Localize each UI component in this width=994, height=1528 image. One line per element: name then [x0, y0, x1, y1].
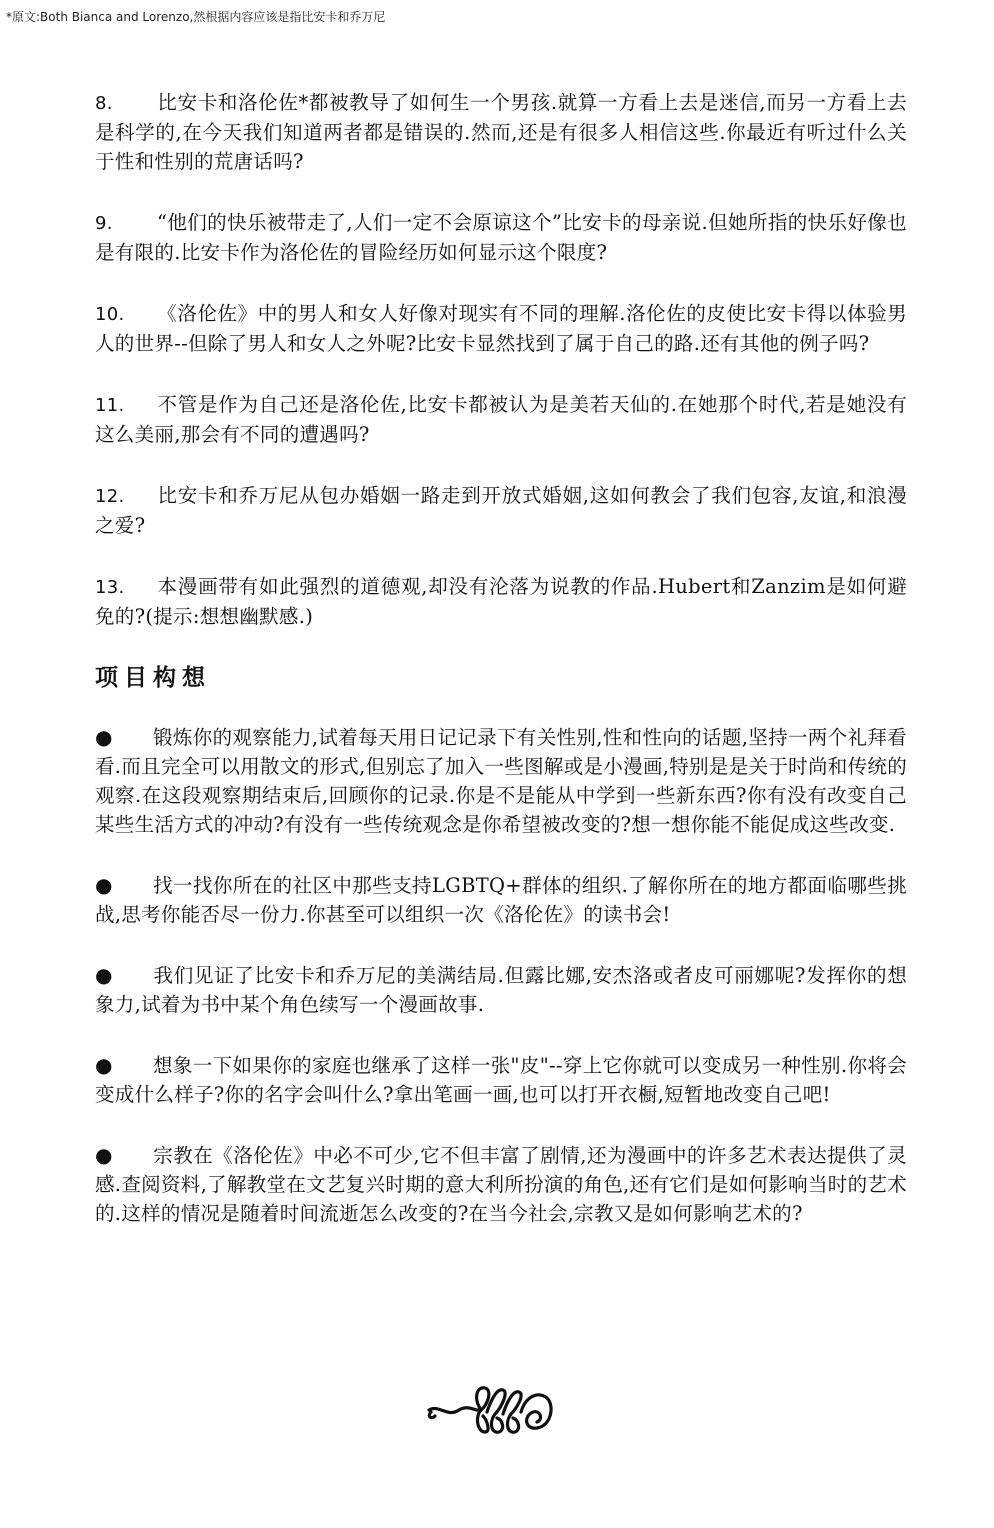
bullet-icon: ● [95, 725, 113, 749]
question-number: 10. [95, 304, 125, 325]
project-idea-text: 锻炼你的观察能力,试着每天用日记记录下有关性别,性和性向的话题,坚持一两个礼拜看看.而且完全可以用散文的形式,但别忘了加入一些图解或是小漫画,特别是是关于时尚和传统的观察.在这段观察期结束后,回顾你的记录.你是不是能从中学到一些新东西?你有没有改变自己某些生活方式的冲动?有没有一些传统观念是你希望被改变的?想一想你能不能促成这些改变. [95, 726, 907, 836]
question-text: 不管是作为自己还是洛伦佐,比安卡都被认为是美若天仙的.在她那个时代,若是她没有这么美丽,那会有不同的遭遇吗? [95, 393, 907, 446]
decorative-flourish-icon [425, 1376, 560, 1446]
question-text: 比安卡和洛伦佐*都被教导了如何生一个男孩.就算一方看上去是迷信,而另一方看上去是科学的,在今天我们知道两者都是错误的.然而,还是有很多人相信这些.你最近有听过什么关于性和性别的荒唐话吗? [95, 91, 907, 173]
bullet-icon: ● [95, 963, 113, 987]
discussion-question-11 [95, 390, 907, 449]
project-idea-text: 想象一下如果你的家庭也继承了这样一张"皮"--穿上它你就可以变成另一种性别.你将会变成什么样子?你的名字会叫什么?拿出笔画一画,也可以打开衣橱,短暂地改变自己吧! [95, 1054, 907, 1106]
project-idea-text: 宗教在《洛伦佐》中必不可少,它不但丰富了剧情,还为漫画中的许多艺术表达提供了灵感.查阅资料,了解教堂在文艺复兴时期的意大利所扮演的角色,还有它们是如何影响当时的艺术的.这样的情况是随着时间流逝怎么改变的?在当今社会,宗教又是如何影响艺术的? [95, 1144, 907, 1225]
question-number: 12. [95, 486, 125, 507]
project-idea-text: 我们见证了比安卡和乔万尼的美满结局.但露比娜,安杰洛或者皮可丽娜呢?发挥你的想象力,试着为书中某个角色续写一个漫画故事. [95, 964, 907, 1016]
question-number: 8. [95, 93, 113, 114]
page-content [95, 88, 907, 1260]
discussion-question-12 [95, 481, 907, 540]
discussion-question-8 [95, 88, 907, 176]
question-text: 比安卡和乔万尼从包办婚姻一路走到开放式婚姻,这如何教会了我们包容,友谊,和浪漫之爱? [95, 484, 907, 537]
discussion-question-10 [95, 299, 907, 358]
question-text: 《洛伦佐》中的男人和女人好像对现实有不同的理解.洛伦佐的皮使比安卡得以体验男人的世界--但除了男人和女人之外呢?比安卡显然找到了属于自己的路.还有其他的例子吗? [95, 302, 907, 355]
project-idea-journal [95, 723, 907, 839]
question-text: “他们的快乐被带走了,人们一定不会原谅这个”比安卡的母亲说.但她所指的快乐好像也是有限的.比安卡作为洛伦佐的冒险经历如何显示这个限度? [95, 211, 907, 264]
project-idea-comic-story [95, 961, 907, 1019]
project-idea-skin [95, 1051, 907, 1109]
project-idea-text: 找一找你所在的社区中那些支持LGBTQ+群体的组织.了解你所在的地方都面临哪些挑战,思考你能否尽一份力.你甚至可以组织一次《洛伦佐》的读书会! [95, 874, 907, 926]
discussion-question-9 [95, 208, 907, 267]
discussion-question-13 [95, 572, 907, 631]
bullet-icon: ● [95, 873, 113, 897]
translator-footnote: *原文:Both Bianca and Lorenzo,然根据内容应该是指比安卡和乔万尼 [6, 10, 386, 24]
bullet-icon: ● [95, 1053, 113, 1077]
question-number: 11. [95, 395, 125, 416]
question-number: 9. [95, 213, 113, 234]
bullet-icon: ● [95, 1143, 113, 1167]
project-ideas-heading: 项目构想 [95, 664, 211, 691]
project-idea-community [95, 871, 907, 929]
project-idea-religion [95, 1141, 907, 1228]
question-number: 13. [95, 577, 125, 598]
question-text: 本漫画带有如此强烈的道德观,却没有沦落为说教的作品.Hubert和Zanzim是如何避免的?(提示:想想幽默感.) [95, 575, 907, 628]
